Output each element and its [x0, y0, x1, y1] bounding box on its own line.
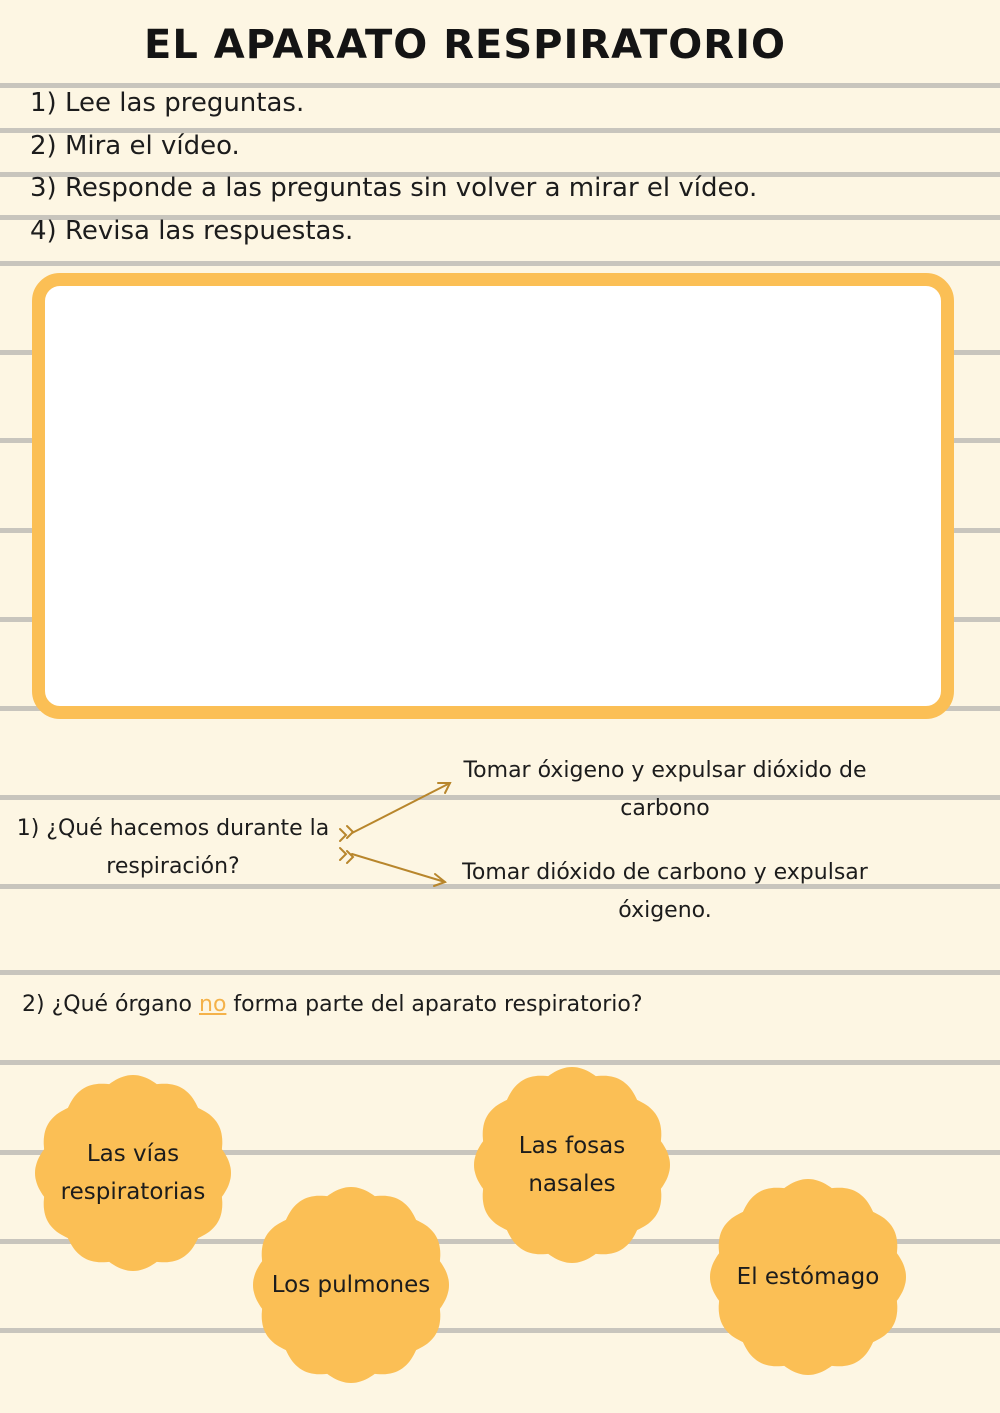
question-1-text: 1) ¿Qué hacemos durante la respiración?	[16, 816, 330, 879]
question-2-highlight: no	[199, 992, 227, 1017]
question-2-text	[22, 992, 643, 1017]
question-2-text-start: 2) ¿Qué órgano	[22, 992, 199, 1017]
question-1-option-2[interactable]: Tomar dióxido de carbono y expulsar óxigeno.	[462, 860, 868, 923]
answer-badge-pulmones[interactable]	[246, 1180, 456, 1390]
instruction-4: 4) Revisa las respuestas.	[30, 216, 354, 246]
badge-label: Las vías respiratorias	[60, 1141, 206, 1205]
answer-badge-fosas-nasales[interactable]	[467, 1060, 677, 1270]
badge-label: Las fosas nasales	[518, 1133, 626, 1197]
badge-label: Los pulmones	[271, 1272, 431, 1298]
page-title: EL APARATO RESPIRATORIO	[144, 22, 786, 68]
instruction-2: 2) Mira el vídeo.	[30, 131, 240, 161]
instruction-1: 1) Lee las preguntas.	[30, 88, 305, 118]
question-2-text-end: forma parte del aparato respiratorio?	[226, 992, 643, 1017]
question-1-option-1[interactable]: Tomar óxigeno y expulsar dióxido de carbono	[463, 758, 867, 821]
badge-label: El estómago	[736, 1264, 880, 1290]
instruction-3: 3) Responde a las preguntas sin volver a mirar el vídeo.	[30, 173, 758, 203]
answer-badge-estomago[interactable]	[703, 1172, 913, 1382]
answer-badge-vias-respiratorias[interactable]	[28, 1068, 238, 1278]
